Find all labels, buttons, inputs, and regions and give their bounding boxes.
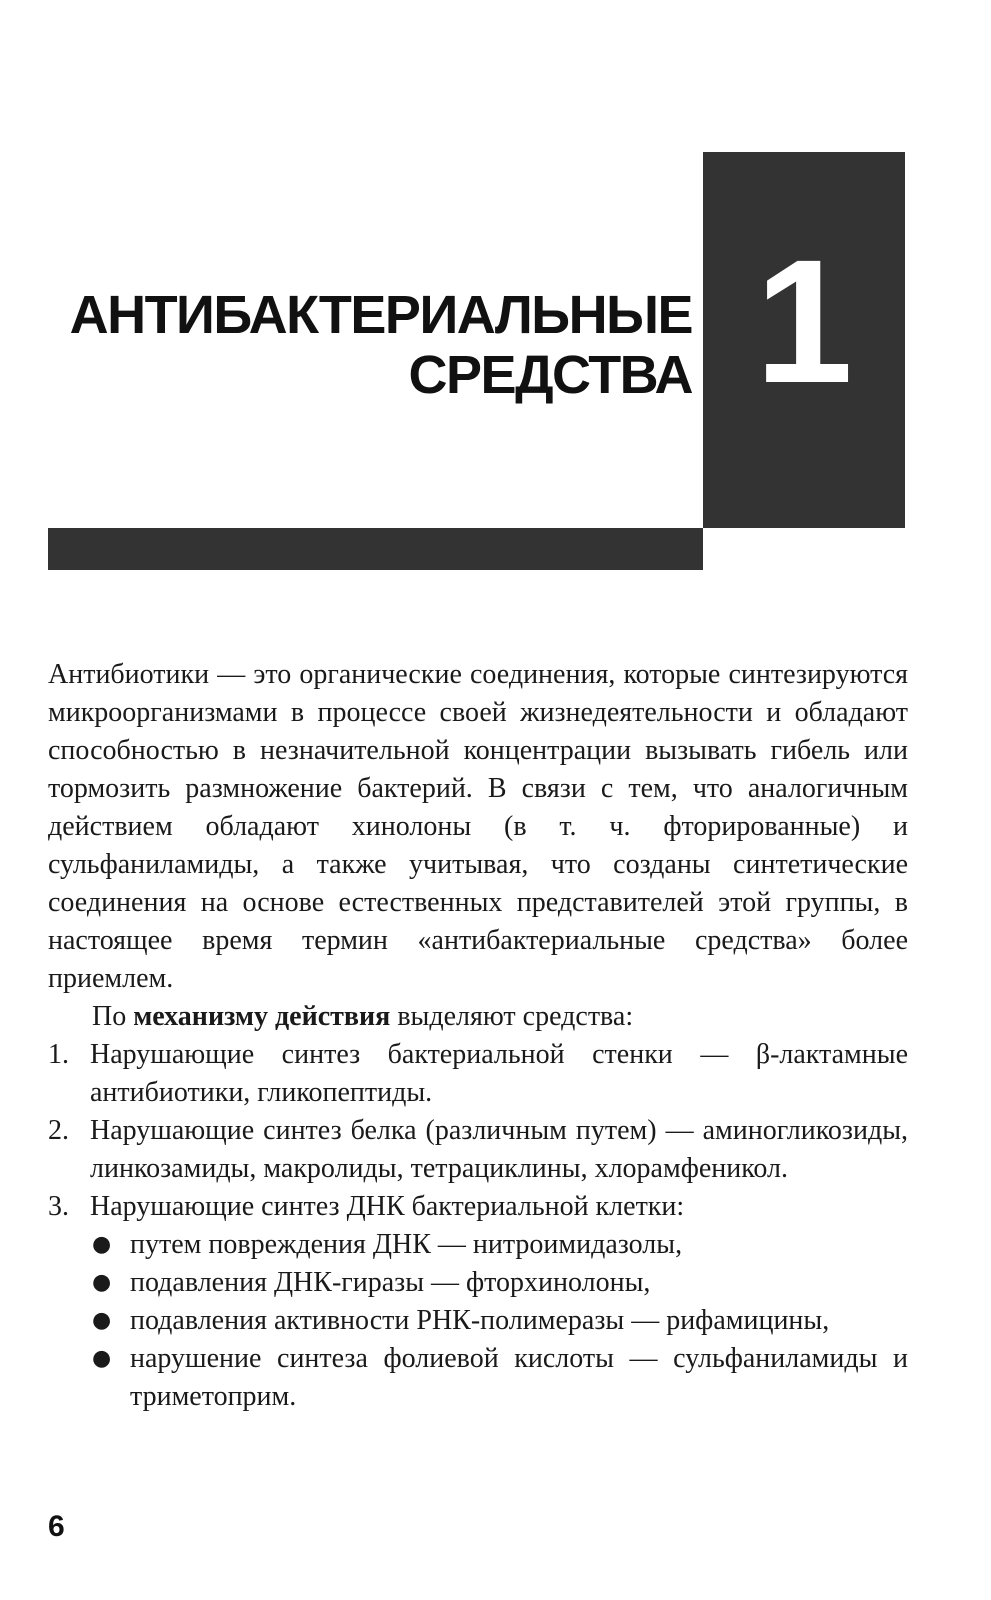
list-item [48,1188,908,1416]
sub-list [90,1226,908,1416]
chapter-title-line-2: СРЕДСТВА [408,345,692,405]
chapter-body [48,656,908,1416]
mechanism-list [48,1036,908,1416]
intro-suffix: выделяют средства: [390,1001,634,1032]
bullet-icon: ● [92,1346,112,1371]
sub-list-item [90,1302,908,1340]
list-item-text: Нарушающие синтез бактериальной стенки — β-лактамные антибиотики, гликопептиды. [90,1039,908,1108]
intro-bold-term: механизму действия [133,1001,391,1032]
list-item [48,1112,908,1188]
chapter-underline-bar [48,528,703,570]
sub-list-item [90,1340,908,1416]
sub-list-item [90,1226,908,1264]
bullet-icon: ● [92,1308,112,1333]
lead-paragraph: Антибиотики — это органические соединения, которые синтезируются микроорганизмами в процессе своей жизнедеятельности и обладают способностью в незначительной концентрации вызывать гибель или тормозить размножение бактерий. В связи с тем, что аналогичным действием обладают хинолоны (в т. ч. фторированные) и сульфаниламиды, а также учитывая, что созданы синтетические соединения на основе естественных представителей этой группы, в настоящее время термин «антибактериальные средства» более приемлем. [48,659,908,994]
intro-prefix: По [92,1001,134,1032]
list-item-text: Нарушающие синтез ДНК бактериальной клетки: [90,1191,685,1222]
chapter-title-line-1: АНТИБАКТЕРИАЛЬНЫЕ [69,285,692,345]
sub-list-item-text: подавления активности РНК-полимеразы — рифамицины, [130,1305,830,1336]
list-item [48,1036,908,1112]
sub-list-item [90,1264,908,1302]
page-number: 6 [48,1510,65,1543]
bullet-icon: ● [92,1270,112,1295]
sub-list-item-text: подавления ДНК-гиразы — фторхинолоны, [130,1267,651,1298]
chapter-number-block [703,152,905,528]
list-item-number: 1. [48,1039,69,1070]
list-item-text: Нарушающие синтез белка (различным путем) — аминогликозиды, линкозамиды, макролиды, тетрациклины, хлорамфеникол. [90,1115,908,1184]
chapter-number: 1 [755,224,853,420]
list-item-number: 3. [48,1191,69,1222]
sub-list-item-text: путем повреждения ДНК — нитроимидазолы, [130,1229,683,1260]
chapter-title [40,285,692,405]
sub-list-item-text: нарушение синтеза фолиевой кислоты — сульфаниламиды и триметоприм. [130,1343,908,1412]
mechanism-intro [48,998,908,1036]
bullet-icon: ● [92,1232,112,1257]
list-item-number: 2. [48,1115,69,1146]
